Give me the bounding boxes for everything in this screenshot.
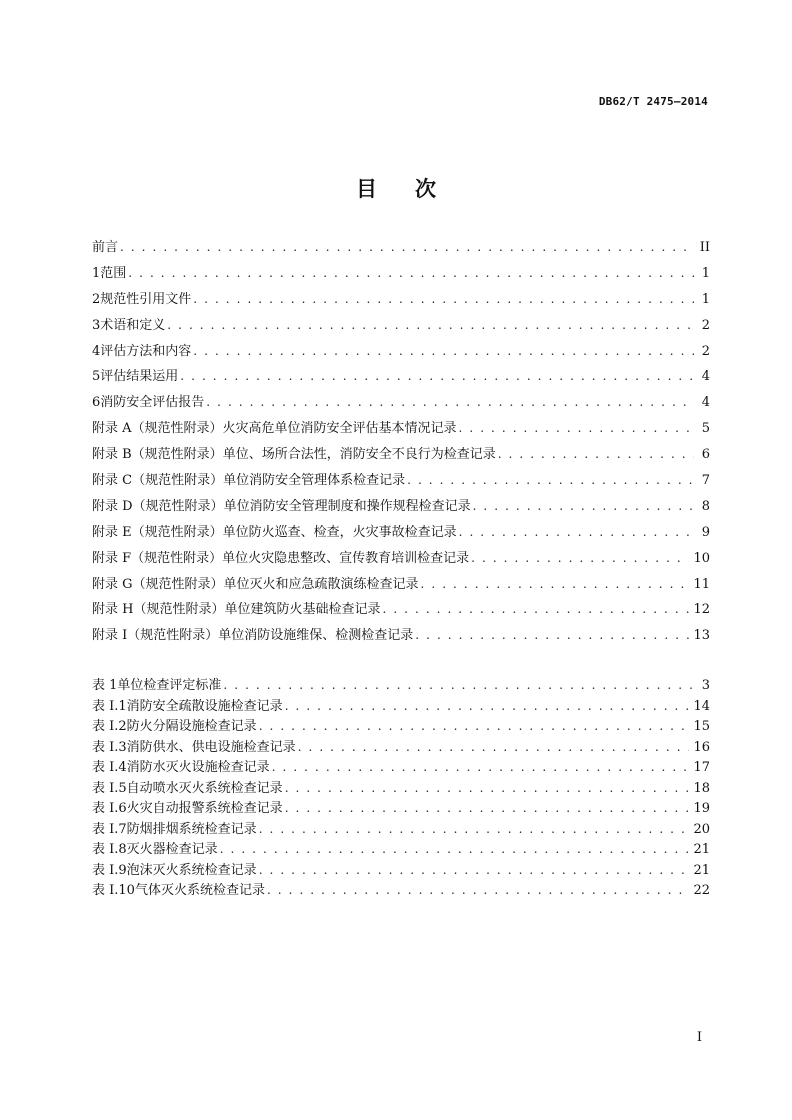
- toc-entry-page: 17: [693, 760, 710, 776]
- toc-entry-2[interactable]: [92, 292, 710, 318]
- toc-table-1[interactable]: [92, 678, 710, 699]
- toc-entry-page: 4: [701, 395, 710, 411]
- toc-entry-page: 21: [693, 862, 710, 878]
- list-of-tables: [92, 678, 710, 904]
- toc-entry-label: 消防水灭火设施检查记录: [126, 760, 270, 776]
- toc-entry-label: 单位灭火和应急疏散演练检查记录: [223, 576, 419, 592]
- dot-leader: [285, 781, 690, 796]
- toc-entry-page: 4: [701, 369, 710, 385]
- toc-entry-label: 单位检查评定标准: [117, 678, 222, 693]
- dot-leader: [180, 369, 694, 384]
- toc-entry-page: 6: [701, 447, 710, 463]
- toc-table-i7[interactable]: [92, 822, 710, 843]
- dot-leader: [473, 499, 694, 514]
- toc-entry-5[interactable]: [92, 369, 710, 395]
- toc-appendix-c[interactable]: [92, 473, 710, 499]
- title-char-2: 次: [415, 176, 436, 201]
- toc-entry-label: 术语和定义: [100, 317, 166, 333]
- table-number: 表 I.8: [92, 842, 127, 858]
- toc-entry-1[interactable]: [92, 266, 710, 292]
- toc-entry-page: 7: [701, 473, 710, 489]
- toc-entry-number: 1: [92, 265, 101, 281]
- toc-entry-page: 2: [701, 343, 710, 359]
- appendix-prefix: 附录 D（规范性附录）: [92, 498, 224, 514]
- toc-entry-label: 单位建筑防火基础检查记录: [224, 602, 381, 618]
- toc-entry-label: 单位防火巡查、检查，火灾事故检查记录: [222, 524, 457, 540]
- toc-entry-page: 14: [693, 698, 710, 714]
- dot-leader: [220, 842, 690, 857]
- dot-leader: [259, 822, 690, 837]
- dot-leader: [471, 551, 689, 566]
- toc-entry-page: 19: [693, 801, 710, 817]
- toc-entry-3[interactable]: [92, 318, 710, 344]
- toc-entry-label: 消防供水、供电设施检查记录: [126, 739, 296, 755]
- appendix-prefix: 附录 A（规范性附录）: [92, 421, 223, 437]
- toc-appendix-b[interactable]: [92, 447, 710, 473]
- toc-entry-label: 灭火器检查记录: [126, 842, 218, 858]
- toc-entry-label: 防烟排烟系统检查记录: [126, 821, 257, 837]
- toc-table-i10[interactable]: [92, 883, 710, 904]
- toc-table-i1[interactable]: [92, 699, 710, 720]
- toc-entry-page: 15: [693, 719, 710, 735]
- table-of-contents: [92, 240, 710, 654]
- toc-entry-page: 12: [693, 602, 710, 618]
- dot-leader: [383, 602, 690, 617]
- toc-entry-label: 单位、场所合法性，消防安全不良行为检查记录: [222, 447, 496, 463]
- toc-appendix-a[interactable]: [92, 421, 710, 447]
- toc-table-i3[interactable]: [92, 740, 710, 761]
- table-number: 表 I.1: [92, 698, 127, 714]
- toc-table-i6[interactable]: [92, 801, 710, 822]
- toc-entry-page: 1: [701, 265, 710, 281]
- toc-entry-label: 气体灭火系统检查记录: [134, 883, 265, 899]
- page-folio: I: [696, 1030, 702, 1045]
- toc-entry-label: 评估方法和内容: [100, 343, 192, 359]
- toc-entry-label: 单位消防安全管理制度和操作规程检查记录: [223, 498, 471, 514]
- toc-entry-page: 11: [693, 576, 710, 592]
- toc-appendix-i[interactable]: [92, 628, 710, 654]
- dot-leader: [272, 760, 690, 775]
- toc-entry-number: 5: [92, 369, 101, 385]
- toc-entry-label: 范围: [100, 265, 127, 281]
- appendix-prefix: 附录 G（规范性附录）: [92, 576, 224, 592]
- toc-entry-page: 10: [693, 550, 710, 566]
- table-number: 表 I.5: [92, 780, 127, 796]
- document-code: DB62/T 2475—2014: [598, 95, 708, 108]
- dot-leader: [259, 863, 690, 878]
- toc-entry-page: 18: [693, 780, 710, 796]
- dot-leader: [285, 801, 690, 816]
- toc-entry-label: 消防安全评估报告: [100, 395, 205, 411]
- toc-table-i4[interactable]: [92, 760, 710, 781]
- dot-leader: [415, 628, 689, 643]
- dot-leader: [459, 421, 694, 436]
- appendix-prefix: 附录 F（规范性附录）: [92, 550, 223, 566]
- toc-entry-page: 3: [701, 678, 710, 693]
- toc-appendix-g[interactable]: [92, 577, 710, 603]
- toc-entry-page: 8: [701, 498, 710, 514]
- toc-entry-number: 4: [92, 343, 101, 359]
- table-number: 表 I.9: [92, 862, 127, 878]
- dot-leader: [120, 240, 694, 255]
- toc-entry-number: 3: [92, 317, 101, 333]
- toc-entry-page: 2: [701, 317, 710, 333]
- toc-appendix-e[interactable]: [92, 525, 710, 551]
- dot-leader: [193, 292, 694, 307]
- toc-entry-label: 火灾高危单位消防安全评估基本情况记录: [222, 421, 457, 437]
- table-number: 表 I.4: [92, 760, 127, 776]
- toc-entry-page: 13: [693, 628, 710, 644]
- appendix-prefix: 附录 E（规范性附录）: [92, 524, 223, 540]
- title-char-1: 目: [356, 176, 377, 201]
- toc-entry-4[interactable]: [92, 344, 710, 370]
- dot-leader: [298, 740, 690, 755]
- dot-leader: [193, 344, 694, 359]
- toc-entry-page: 1: [701, 291, 710, 307]
- toc-entry-label: 单位消防设施维保、检测检查记录: [218, 628, 414, 644]
- dot-leader: [206, 395, 694, 410]
- toc-appendix-h[interactable]: [92, 602, 710, 628]
- appendix-prefix: 附录 B（规范性附录）: [92, 447, 223, 463]
- toc-entry-page: 16: [693, 739, 710, 755]
- toc-entry-label: 前言: [92, 240, 119, 255]
- dot-leader: [285, 699, 690, 714]
- toc-table-i5[interactable]: [92, 781, 710, 802]
- toc-entry-page: 9: [701, 524, 710, 540]
- table-number: 表 I.2: [92, 719, 127, 735]
- dot-leader: [407, 473, 694, 488]
- dot-leader: [459, 525, 694, 540]
- dot-leader: [421, 577, 690, 592]
- toc-entry-6[interactable]: [92, 395, 710, 421]
- toc-entry-page: 22: [693, 883, 710, 899]
- dot-leader: [259, 719, 690, 734]
- page-title: [0, 173, 792, 203]
- toc-entry-page: 5: [701, 421, 710, 437]
- toc-entry-label: 规范性引用文件: [100, 291, 192, 307]
- table-number: 表 I.3: [92, 739, 127, 755]
- table-number: 表 I.10: [92, 883, 135, 899]
- toc-entry-label: 单位消防安全管理体系检查记录: [223, 473, 406, 489]
- toc-entry-number: 2: [92, 291, 101, 307]
- appendix-prefix: 附录 H（规范性附录）: [92, 602, 225, 618]
- toc-entry-label: 消防安全疏散设施检查记录: [126, 698, 283, 714]
- appendix-prefix: 附录 C（规范性附录）: [92, 473, 224, 489]
- toc-entry-page: II: [699, 240, 710, 255]
- toc-entry-label: 火灾自动报警系统检查记录: [126, 801, 283, 817]
- toc-entry-label: 评估结果运用: [100, 369, 179, 385]
- toc-entry-number: 6: [92, 395, 101, 411]
- dot-leader: [267, 883, 689, 898]
- toc-entry-foreword[interactable]: [92, 240, 710, 266]
- toc-table-i9[interactable]: [92, 863, 710, 884]
- dot-leader: [167, 318, 694, 333]
- toc-entry-label: 单位火灾隐患整改、宣传教育培训检查记录: [222, 550, 470, 566]
- toc-entry-label: 自动喷水灭火系统检查记录: [126, 780, 283, 796]
- toc-table-i2[interactable]: [92, 719, 710, 740]
- dot-leader: [128, 266, 694, 281]
- toc-table-i8[interactable]: [92, 842, 710, 863]
- toc-entry-label: 泡沫灭火系统检查记录: [126, 862, 257, 878]
- toc-entry-page: 20: [693, 821, 710, 837]
- table-number: 表 I.7: [92, 821, 127, 837]
- toc-entry-label: 防火分隔设施检查记录: [126, 719, 257, 735]
- appendix-prefix: 附录 I（规范性附录）: [92, 628, 219, 644]
- dot-leader: [223, 678, 694, 693]
- table-number: 表 1: [92, 678, 118, 693]
- toc-appendix-d[interactable]: [92, 499, 710, 525]
- toc-appendix-f[interactable]: [92, 551, 710, 577]
- table-number: 表 I.6: [92, 801, 127, 817]
- toc-entry-page: 21: [693, 842, 710, 858]
- dot-leader: [498, 447, 694, 462]
